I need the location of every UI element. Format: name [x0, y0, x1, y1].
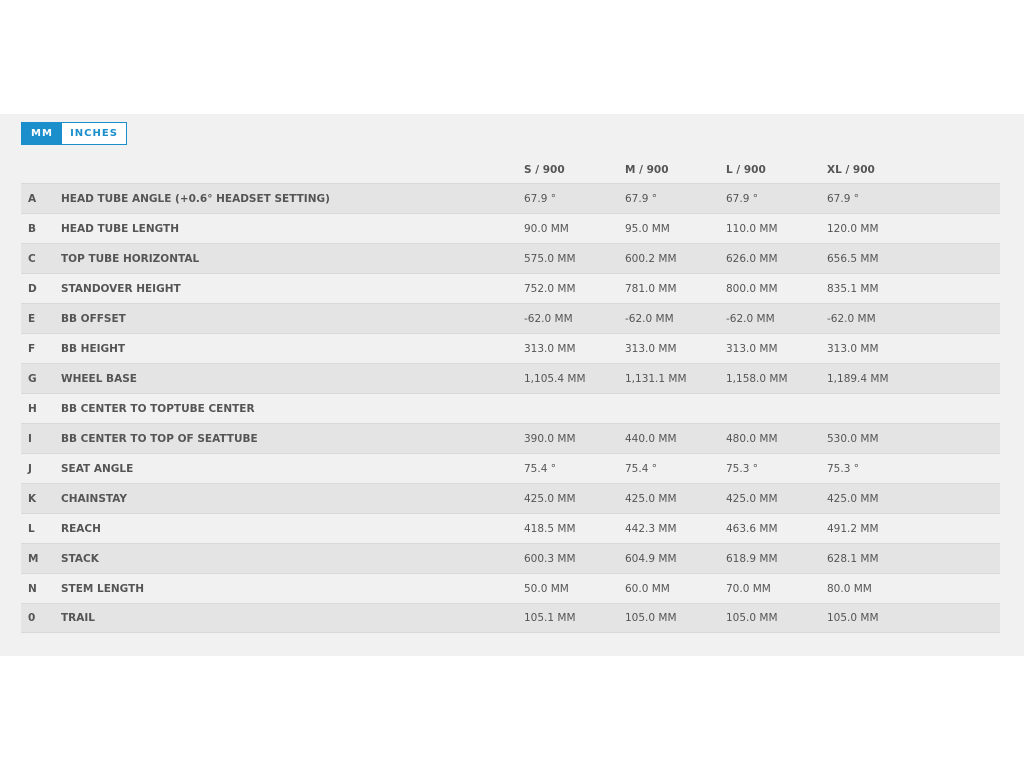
cell-m: 105.0 MM	[625, 612, 677, 624]
row-label: BB HEIGHT	[61, 342, 126, 355]
cell-s: 75.4 °	[524, 462, 556, 475]
table-row	[21, 183, 1000, 213]
row-letter: E	[28, 312, 36, 325]
row-letter: M	[28, 552, 39, 565]
table-row	[21, 453, 1000, 483]
cell-xl: 835.1 MM	[827, 282, 879, 295]
cell-xl: 105.0 MM	[827, 612, 879, 624]
row-label: SEAT ANGLE	[61, 462, 134, 475]
cell-xl: 1,189.4 MM	[827, 372, 889, 385]
row-letter: K	[28, 492, 37, 505]
cell-m: 67.9 °	[625, 192, 657, 205]
cell-l: 110.0 MM	[726, 222, 778, 235]
row-letter: A	[28, 192, 37, 205]
row-label: BB CENTER TO TOPTUBE CENTER	[61, 402, 255, 415]
cell-xl: 656.5 MM	[827, 252, 879, 265]
cell-m: 313.0 MM	[625, 342, 677, 355]
cell-xl: 425.0 MM	[827, 492, 879, 505]
cell-l: 800.0 MM	[726, 282, 778, 295]
row-label: CHAINSTAY	[61, 492, 127, 505]
cell-s: 600.3 MM	[524, 552, 576, 565]
mm-unit-button[interactable]: MM	[22, 123, 62, 144]
row-label: REACH	[61, 522, 101, 535]
column-header-l: L / 900	[726, 163, 766, 176]
cell-xl: 530.0 MM	[827, 432, 879, 445]
cell-m: 425.0 MM	[625, 492, 677, 505]
row-letter: D	[28, 282, 37, 295]
geometry-panel	[0, 114, 1024, 656]
row-letter: C	[28, 252, 36, 265]
table-row	[21, 513, 1000, 543]
cell-l: 480.0 MM	[726, 432, 778, 445]
cell-l: 313.0 MM	[726, 342, 778, 355]
row-letter: L	[28, 522, 35, 535]
cell-l: 70.0 MM	[726, 582, 771, 595]
cell-l: -62.0 MM	[726, 312, 775, 325]
cell-xl: 628.1 MM	[827, 552, 879, 565]
row-letter: J	[28, 462, 32, 475]
table-row	[21, 273, 1000, 303]
unit-toggle	[21, 122, 127, 145]
table-row	[21, 573, 1000, 603]
row-letter: N	[28, 582, 37, 595]
table-row	[21, 603, 1000, 633]
cell-s: 390.0 MM	[524, 432, 576, 445]
column-header-xl: XL / 900	[827, 163, 875, 176]
cell-s: 425.0 MM	[524, 492, 576, 505]
cell-m: 781.0 MM	[625, 282, 677, 295]
row-letter: F	[28, 342, 36, 355]
table-row	[21, 483, 1000, 513]
table-row	[21, 303, 1000, 333]
row-label: HEAD TUBE ANGLE (+0.6° HEADSET SETTING)	[61, 192, 330, 205]
cell-l: 105.0 MM	[726, 612, 778, 624]
cell-s: 752.0 MM	[524, 282, 576, 295]
table-row	[21, 423, 1000, 453]
cell-m: 604.9 MM	[625, 552, 677, 565]
table-row	[21, 543, 1000, 573]
table-row	[21, 213, 1000, 243]
cell-m: 75.4 °	[625, 462, 657, 475]
cell-m: 442.3 MM	[625, 522, 677, 535]
row-letter: I	[28, 432, 32, 445]
cell-s: 575.0 MM	[524, 252, 576, 265]
cell-m: 95.0 MM	[625, 222, 670, 235]
inches-unit-button[interactable]: INCHES	[62, 123, 126, 144]
table-header-row	[21, 156, 1000, 183]
row-label: STANDOVER HEIGHT	[61, 282, 181, 295]
cell-s: 105.1 MM	[524, 612, 576, 624]
cell-xl: 67.9 °	[827, 192, 859, 205]
cell-l: 1,158.0 MM	[726, 372, 788, 385]
cell-l: 626.0 MM	[726, 252, 778, 265]
row-label: TOP TUBE HORIZONTAL	[61, 252, 200, 265]
cell-s: 67.9 °	[524, 192, 556, 205]
row-letter: 0	[28, 612, 36, 624]
cell-m: 1,131.1 MM	[625, 372, 687, 385]
row-label: WHEEL BASE	[61, 372, 137, 385]
row-label: HEAD TUBE LENGTH	[61, 222, 180, 235]
cell-m: -62.0 MM	[625, 312, 674, 325]
geometry-table	[21, 156, 1000, 633]
cell-l: 425.0 MM	[726, 492, 778, 505]
row-label: TRAIL	[61, 612, 95, 624]
column-header-s: S / 900	[524, 163, 565, 176]
table-row	[21, 393, 1000, 423]
cell-s: 1,105.4 MM	[524, 372, 586, 385]
cell-xl: 120.0 MM	[827, 222, 879, 235]
cell-xl: 80.0 MM	[827, 582, 872, 595]
row-letter: G	[28, 372, 37, 385]
table-row	[21, 363, 1000, 393]
row-letter: B	[28, 222, 37, 235]
row-label: BB CENTER TO TOP OF SEATTUBE	[61, 432, 258, 445]
cell-s: 90.0 MM	[524, 222, 569, 235]
row-letter: H	[28, 402, 37, 415]
cell-l: 463.6 MM	[726, 522, 778, 535]
cell-s: 313.0 MM	[524, 342, 576, 355]
cell-l: 75.3 °	[726, 462, 758, 475]
cell-l: 618.9 MM	[726, 552, 778, 565]
cell-m: 600.2 MM	[625, 252, 677, 265]
cell-xl: 313.0 MM	[827, 342, 879, 355]
cell-s: -62.0 MM	[524, 312, 573, 325]
row-label: STEM LENGTH	[61, 582, 145, 595]
cell-xl: 491.2 MM	[827, 522, 879, 535]
cell-m: 60.0 MM	[625, 582, 670, 595]
row-label: BB OFFSET	[61, 312, 126, 325]
cell-xl: -62.0 MM	[827, 312, 876, 325]
cell-m: 440.0 MM	[625, 432, 677, 445]
table-row	[21, 243, 1000, 273]
cell-s: 418.5 MM	[524, 522, 576, 535]
row-label: STACK	[61, 552, 99, 565]
column-header-m: M / 900	[625, 163, 669, 176]
table-row	[21, 333, 1000, 363]
cell-xl: 75.3 °	[827, 462, 859, 475]
cell-s: 50.0 MM	[524, 582, 569, 595]
cell-l: 67.9 °	[726, 192, 758, 205]
